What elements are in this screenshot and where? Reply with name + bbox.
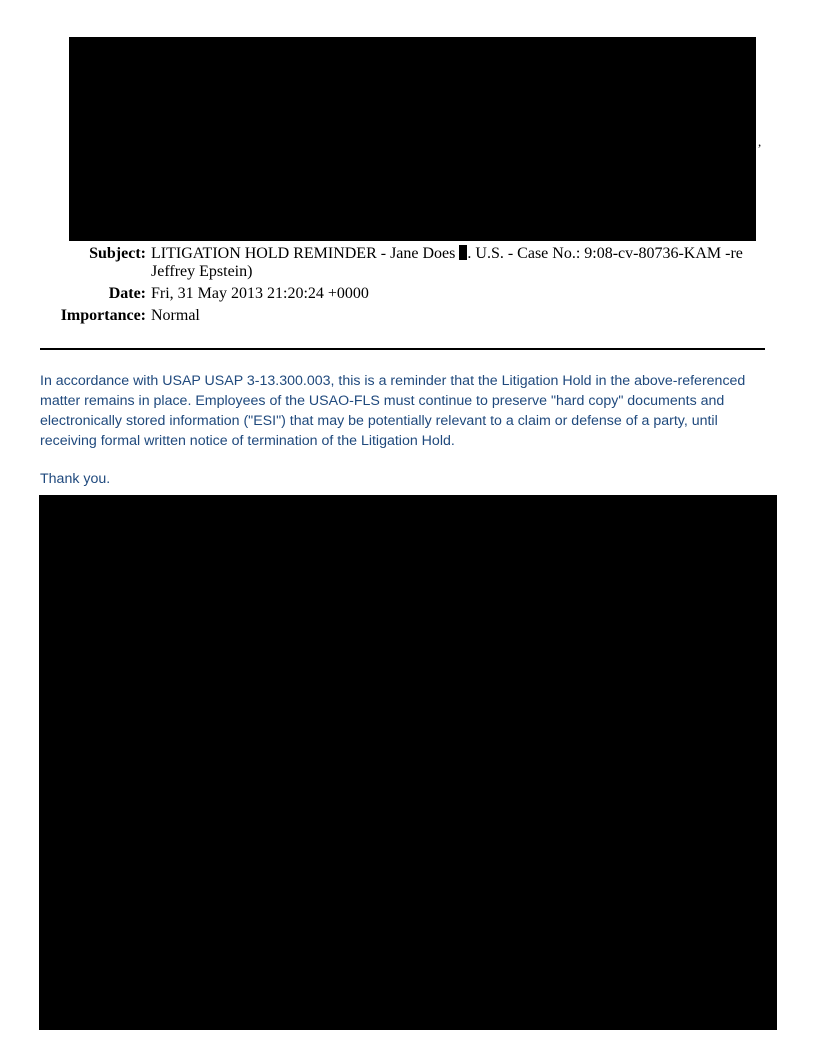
subject-text-line2: Jeffrey Epstein): [151, 263, 253, 280]
email-header: [40, 245, 770, 329]
date-value: Fri, 31 May 2013 21:20:24 +0000: [151, 285, 369, 302]
stray-mark: ,: [758, 134, 762, 149]
date-label: Date:: [108, 285, 146, 302]
email-body: [40, 371, 775, 507]
subject-text-part1: LITIGATION HOLD REMINDER - Jane Does: [151, 245, 456, 262]
redaction-block-bottom: [39, 495, 777, 1030]
importance-value: Normal: [151, 307, 200, 324]
subject-row: [40, 245, 770, 281]
body-paragraph: In accordance with USAP USAP 3-13.300.003, this is a reminder that the Litigation Hold in the above-referenced matter remains in place. Employees of the USAO-FLS must continue to preserve "hard copy" documents and electronically stored information ("ESI") that may be potentially relevant to a claim or defense of a party, until receiving formal written notice of termination of the Litigation Hold.: [40, 373, 746, 449]
importance-row: [40, 307, 770, 325]
importance-label: Importance:: [60, 307, 146, 324]
subject-label: Subject:: [89, 245, 146, 262]
header-divider: [40, 348, 765, 350]
date-row: [40, 285, 770, 303]
subject-value: [146, 245, 770, 281]
body-closing: Thank you.: [40, 471, 111, 487]
redaction-block-top: [69, 37, 756, 241]
subject-text-part2: . U.S. - Case No.: 9:08-cv-80736-KAM -re: [467, 245, 743, 262]
